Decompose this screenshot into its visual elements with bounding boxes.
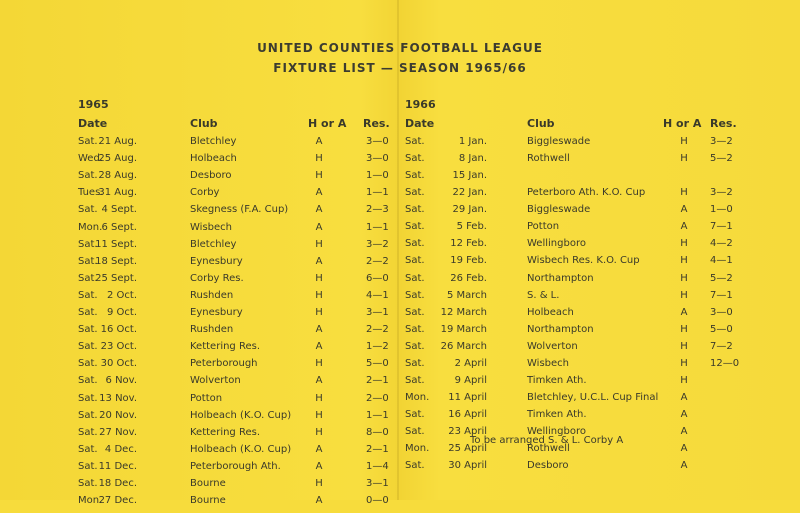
fixture-row xyxy=(0,426,800,444)
fixture-result: 7—1 xyxy=(710,289,733,301)
fixture-venue: H xyxy=(680,374,688,386)
fixture-date: 16 April xyxy=(448,409,487,421)
fixture-club: Wisbech xyxy=(527,357,569,369)
fixture-venue: A xyxy=(680,460,688,472)
fixture-result: 2—2 xyxy=(366,255,389,267)
fixture-result: 2—2 xyxy=(366,324,389,336)
fixture-venue: A xyxy=(315,341,323,353)
fixture-result: 5—0 xyxy=(710,323,733,335)
fixture-result: 2—1 xyxy=(366,443,389,455)
fixture-row xyxy=(0,409,800,427)
fixture-club: Bletchley, U.C.L. Cup Final xyxy=(527,392,659,404)
fixture-result: 3—0 xyxy=(366,153,389,165)
fixture-club: Wellingboro xyxy=(527,426,586,438)
fixture-club: Wellingboro xyxy=(527,238,586,250)
fixture-date: 9 Oct. xyxy=(106,307,137,318)
fixture-row xyxy=(0,460,800,478)
fixture-date: 6 Nov. xyxy=(105,375,137,387)
fixture-day: Mon. xyxy=(405,443,430,455)
fixture-date: 19 Feb. xyxy=(450,255,487,267)
fixture-result: 5—2 xyxy=(710,272,733,284)
fixture-venue: H xyxy=(680,153,688,165)
fixture-day: Sat. xyxy=(78,136,98,147)
fixture-date: 18 Dec. xyxy=(98,478,137,489)
fixture-club: Corby Res. xyxy=(190,272,244,284)
right-club-header: Club xyxy=(527,117,555,130)
fixture-day: Sat. xyxy=(405,153,425,165)
fixture-venue: H xyxy=(315,409,323,421)
fixture-result: 1—1 xyxy=(366,409,389,421)
fixture-result: 3—1 xyxy=(366,307,389,318)
fixture-venue: H xyxy=(315,426,323,438)
fixture-date: 25 Sept. xyxy=(95,272,137,284)
fixture-result: 2—1 xyxy=(366,375,389,387)
fixture-row xyxy=(0,255,800,273)
fixture-date: 12 March xyxy=(440,306,487,318)
fixture-day: Sat. xyxy=(78,409,98,421)
fixture-date: 9 April xyxy=(454,374,487,386)
fixture-date: 16 Oct. xyxy=(100,324,137,336)
fixture-venue: H xyxy=(315,153,323,165)
fixture-date: 25 Aug. xyxy=(98,153,137,165)
fixture-venue: H xyxy=(315,478,323,489)
fixture-club: Holbeach xyxy=(190,153,237,165)
fixture-venue: H xyxy=(315,170,323,182)
fixture-day: Sat. xyxy=(405,357,425,369)
fixture-club: Biggleswade xyxy=(527,204,591,216)
fixture-club: Northampton xyxy=(527,272,594,284)
year-1966-heading: 1966 xyxy=(405,98,436,111)
fixture-club: Rushden xyxy=(190,324,234,336)
fixture-result: 1—1 xyxy=(366,187,389,199)
fixture-row xyxy=(0,324,800,342)
fixture-day: Sat. xyxy=(78,426,98,438)
fixture-venue: A xyxy=(315,221,323,233)
fixture-club: Potton xyxy=(190,392,223,404)
fixture-day: Sat. xyxy=(78,238,98,250)
fixture-club: Bletchley xyxy=(190,238,237,250)
fixture-date: 1 Jan. xyxy=(458,136,487,147)
season-title: FIXTURE LIST — SEASON 1965/66 xyxy=(273,61,527,75)
fixture-date: 15 Jan. xyxy=(452,170,487,182)
fixture-row xyxy=(0,392,800,410)
fixture-row xyxy=(0,307,800,325)
fixture-club: Peterborough Ath. xyxy=(190,460,281,472)
fixture-day: Sat. xyxy=(405,409,425,421)
fixture-date: 26 Feb. xyxy=(450,272,487,284)
fixture-date: 11 Dec. xyxy=(98,460,137,472)
fixture-date: 11 April xyxy=(448,392,487,404)
fixture-day: Sat. xyxy=(78,307,98,318)
fixture-row xyxy=(0,478,800,496)
fixture-day: Sat. xyxy=(405,255,425,267)
fixture-day: Sat. xyxy=(405,374,425,386)
fixture-venue: H xyxy=(315,272,323,284)
fixture-date: 29 Jan. xyxy=(452,204,487,216)
fixture-venue: H xyxy=(680,136,688,147)
fixture-club: Rothwell xyxy=(527,153,570,165)
fixture-row xyxy=(0,221,800,239)
fixture-day: Tues. xyxy=(78,187,104,199)
fixture-venue: H xyxy=(315,289,323,301)
fixture-date: 12 Feb. xyxy=(450,238,487,250)
fixture-day: Sat. xyxy=(78,272,98,284)
fixture-result: 3—2 xyxy=(710,136,733,147)
fixture-club: Potton xyxy=(527,221,560,233)
fixture-day: Sat. xyxy=(405,323,425,335)
fixture-venue: A xyxy=(315,187,323,199)
fixture-venue: A xyxy=(680,306,688,318)
fixture-result: 3—2 xyxy=(366,238,389,250)
fixture-day: Sat. xyxy=(78,324,98,336)
fixture-venue: H xyxy=(315,307,323,318)
fixture-result: 1—2 xyxy=(366,341,389,353)
fixture-day: Wed. xyxy=(78,153,103,165)
fixture-club: Timken Ath. xyxy=(527,409,587,421)
fixture-venue: A xyxy=(315,443,323,455)
fixture-club: Kettering Res. xyxy=(190,426,260,438)
fixture-result: 1—0 xyxy=(366,170,389,182)
fixture-result: 4—1 xyxy=(710,255,733,267)
fixture-date: 26 March xyxy=(440,340,487,352)
fixture-venue: A xyxy=(680,204,688,216)
fixture-club: Wisbech Res. K.O. Cup xyxy=(527,255,640,267)
fixture-venue: H xyxy=(680,238,688,250)
fixture-venue: A xyxy=(680,221,688,233)
fixture-venue: H xyxy=(315,392,323,404)
fixture-club: Rushden xyxy=(190,289,234,301)
fixture-day: Sat. xyxy=(405,272,425,284)
fixture-row xyxy=(0,290,800,308)
fixture-result: 7—2 xyxy=(710,340,733,352)
fixture-venue: A xyxy=(315,136,323,147)
fixture-row xyxy=(0,358,800,376)
fixture-venue: H xyxy=(680,187,688,199)
fixture-day: Mon. xyxy=(78,221,103,233)
fixture-venue: H xyxy=(315,238,323,250)
fixture-venue: A xyxy=(680,443,688,455)
fixture-day: Sat. xyxy=(405,170,425,182)
fixture-result: 5—2 xyxy=(710,153,733,165)
fixture-venue: H xyxy=(315,358,323,370)
fixture-date: 22 Jan. xyxy=(452,187,487,199)
fixture-venue: A xyxy=(680,409,688,421)
right-date-header: Date xyxy=(405,117,435,130)
fixture-day: Sat. xyxy=(78,460,98,472)
fixture-day: Sat. xyxy=(78,289,98,301)
fixture-date: 6 Sept. xyxy=(101,221,137,233)
left-club-header: Club xyxy=(190,117,218,130)
fixture-venue: H xyxy=(680,289,688,301)
fixture-club: Wolverton xyxy=(527,340,578,352)
fixture-day: Sat. xyxy=(405,340,425,352)
fixture-club: Eynesbury xyxy=(190,255,243,267)
fixture-club: Peterborough xyxy=(190,358,258,370)
fixture-date: 23 April xyxy=(448,426,487,438)
fixture-date: 5 March xyxy=(446,289,487,301)
fixture-day: Sat. xyxy=(78,443,98,455)
fixture-date: 31 Aug. xyxy=(98,187,137,199)
fixture-row xyxy=(0,495,800,513)
fixture-club: Bletchley xyxy=(190,136,237,147)
fixture-date: 11 Sept. xyxy=(95,238,137,250)
fixture-venue: A xyxy=(315,460,323,472)
fixture-result: 3—0 xyxy=(710,306,733,318)
fixture-date: 30 Oct. xyxy=(100,358,137,370)
fixture-club: Kettering Res. xyxy=(190,341,260,353)
fixture-result: 12—0 xyxy=(710,357,740,369)
fixture-day: Sat. xyxy=(78,358,98,370)
fixture-result: 8—0 xyxy=(366,426,389,438)
fixture-result: 2—0 xyxy=(366,392,389,404)
fixture-venue: A xyxy=(680,392,688,404)
fixture-date: 23 Oct. xyxy=(100,341,137,353)
fixture-venue: H xyxy=(680,255,688,267)
fixture-date: 8 Jan. xyxy=(458,153,487,165)
fixture-club: Bourne xyxy=(190,478,226,489)
fixture-venue: A xyxy=(680,426,688,438)
fixture-row xyxy=(0,136,800,154)
fixture-result: 4—2 xyxy=(710,238,733,250)
fixture-day: Sat. xyxy=(405,204,425,216)
fixture-result: 7—1 xyxy=(710,221,733,233)
fixture-day: Sat. xyxy=(405,289,425,301)
fixture-result: 0—0 xyxy=(366,495,389,507)
left-date-header: Date xyxy=(78,117,108,130)
left-venue-header: H or A xyxy=(308,117,347,130)
fixture-venue: A xyxy=(315,204,323,216)
fixture-venue: A xyxy=(315,324,323,336)
fixture-venue: H xyxy=(680,323,688,335)
fixture-result: 1—4 xyxy=(366,460,389,472)
fixture-club: Skegness (F.A. Cup) xyxy=(190,204,289,216)
fixture-date: 5 Feb. xyxy=(456,221,487,233)
fixture-result: 2—3 xyxy=(366,204,389,216)
fixture-day: Sat. xyxy=(405,238,425,250)
fixture-venue: H xyxy=(680,272,688,284)
fixture-result: 3—0 xyxy=(366,136,389,147)
fixture-day: Mon. xyxy=(78,495,103,507)
left-result-header: Res. xyxy=(363,117,390,130)
fixture-day: Sat. xyxy=(78,255,98,267)
fixture-day: Sat. xyxy=(405,426,425,438)
fixture-club: Desboro xyxy=(190,170,232,182)
fixture-row xyxy=(0,238,800,256)
fixture-row xyxy=(0,341,800,359)
fixture-date: 13 Nov. xyxy=(99,392,137,404)
fixture-row xyxy=(0,170,800,188)
fixture-row xyxy=(0,443,800,461)
fixture-row xyxy=(0,375,800,393)
fixture-venue: H xyxy=(680,357,688,369)
fixture-club: Eynesbury xyxy=(190,307,243,318)
fixture-club: Wisbech xyxy=(190,221,232,233)
fixture-date: 27 Dec. xyxy=(98,495,137,507)
fixture-club: Holbeach xyxy=(527,306,574,318)
fixture-date: 21 Aug. xyxy=(98,136,137,147)
fixture-result: 1—0 xyxy=(710,204,733,216)
fixture-date: 4 Dec. xyxy=(104,443,137,455)
fixture-date: 4 Sept. xyxy=(101,204,137,216)
league-title: UNITED COUNTIES FOOTBALL LEAGUE xyxy=(257,41,543,55)
arrangement-note: To be arranged S. & L. Corby A xyxy=(470,435,624,446)
fixture-club: Bourne xyxy=(190,495,226,507)
fixture-date: 30 April xyxy=(448,460,487,472)
fixture-venue: A xyxy=(315,255,323,267)
fixture-club: Timken Ath. xyxy=(527,374,587,386)
fixture-club: Northampton xyxy=(527,323,594,335)
fixture-club: Holbeach (K.O. Cup) xyxy=(190,443,292,455)
fixture-date: 20 Nov. xyxy=(99,409,137,421)
fixture-result: 3—1 xyxy=(366,478,389,489)
right-result-header: Res. xyxy=(710,117,737,130)
fixture-row xyxy=(0,273,800,291)
fixture-date: 2 April xyxy=(454,357,487,369)
fixture-date: 19 March xyxy=(440,323,487,335)
fixture-row xyxy=(0,153,800,171)
fixture-club: Corby xyxy=(190,187,220,199)
fixture-club: Wolverton xyxy=(190,375,241,387)
fixture-club: Desboro xyxy=(527,460,569,472)
fixture-day: Sat. xyxy=(405,460,425,472)
fixture-day: Sat. xyxy=(405,221,425,233)
fixture-day: Sat. xyxy=(78,478,98,489)
fixture-club: Peterboro Ath. K.O. Cup xyxy=(527,187,646,199)
fixture-club: Rothwell xyxy=(527,443,570,455)
fixture-row xyxy=(0,204,800,222)
fixture-day: Sat. xyxy=(78,204,98,216)
fixture-result: 5—0 xyxy=(366,358,389,370)
fixture-day: Mon. xyxy=(405,392,430,404)
fixture-club: Biggleswade xyxy=(527,136,591,147)
fixture-date: 18 Sept. xyxy=(95,255,137,267)
fixture-date: 28 Aug. xyxy=(98,170,137,182)
fixture-result: 3—2 xyxy=(710,187,733,199)
fixture-day: Sat. xyxy=(78,341,98,353)
year-1965-heading: 1965 xyxy=(78,98,109,111)
fixture-day: Sat. xyxy=(78,392,98,404)
fixture-date: 2 Oct. xyxy=(106,289,137,301)
fixture-day: Sat. xyxy=(405,306,425,318)
fixture-venue: A xyxy=(315,375,323,387)
fixture-day: Sat. xyxy=(78,375,98,387)
fixture-row xyxy=(0,187,800,205)
fixture-date: 27 Nov. xyxy=(99,426,137,438)
right-venue-header: H or A xyxy=(663,117,702,130)
fixture-venue: H xyxy=(680,340,688,352)
fixture-date: 25 April xyxy=(448,443,487,455)
fixture-result: 6—0 xyxy=(366,272,389,284)
fixture-day: Sat. xyxy=(405,136,425,147)
fixture-club: S. & L. xyxy=(527,289,560,301)
fixture-venue: A xyxy=(315,495,323,507)
fixture-club: Holbeach (K.O. Cup) xyxy=(190,409,292,421)
fixture-result: 4—1 xyxy=(366,289,389,301)
fixture-day: Sat. xyxy=(405,187,425,199)
fixture-day: Sat. xyxy=(78,170,98,182)
fixture-result: 1—1 xyxy=(366,221,389,233)
